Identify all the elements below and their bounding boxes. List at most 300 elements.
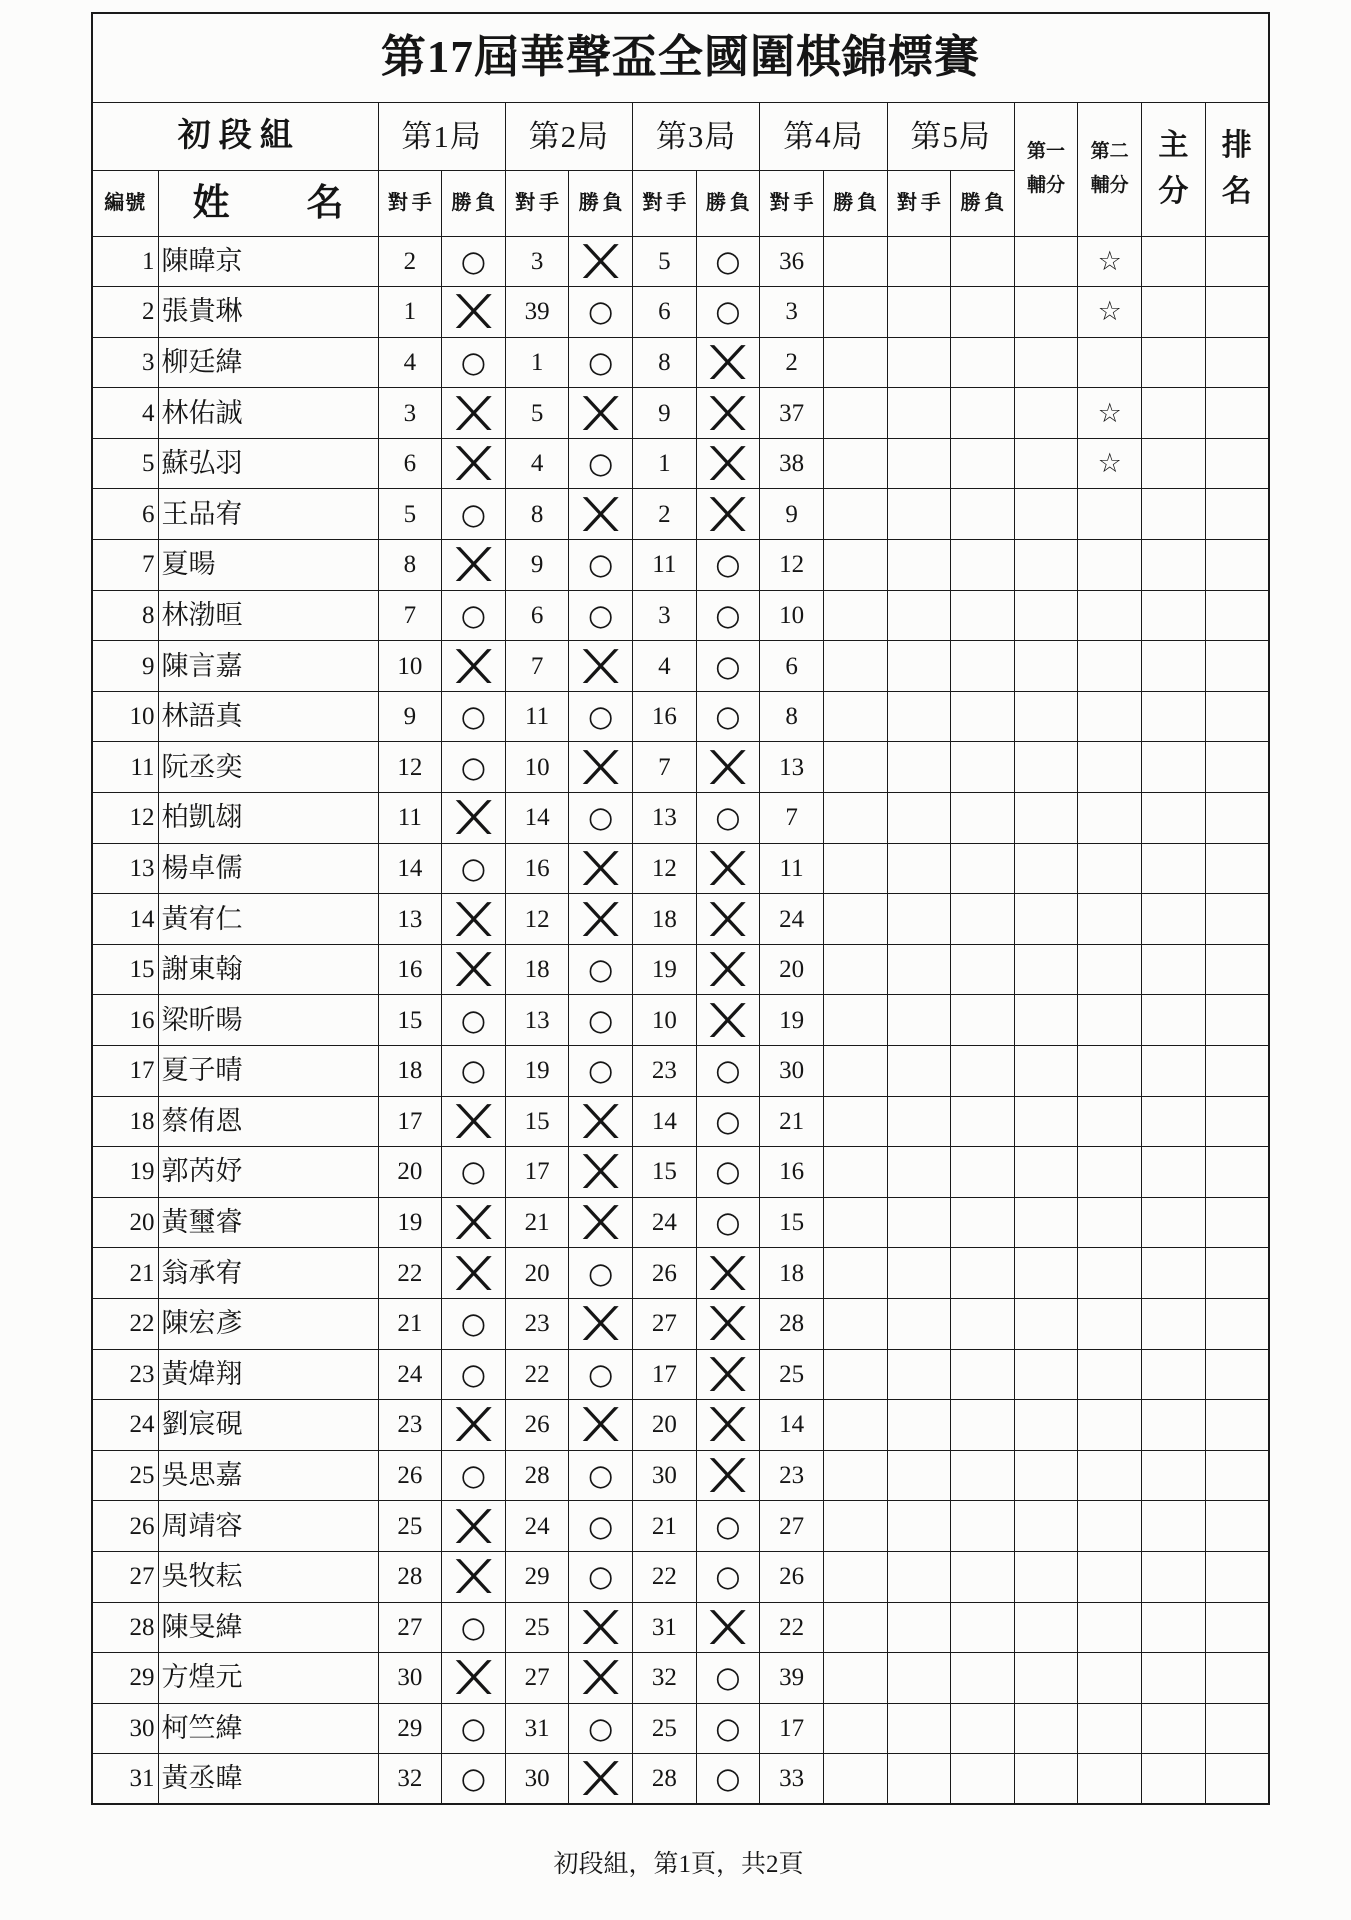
loss-mark: ╳ bbox=[457, 395, 490, 430]
main-score bbox=[1142, 843, 1206, 894]
round-1-opponent: 15 bbox=[378, 995, 442, 1046]
round-3-opponent: 4 bbox=[633, 641, 697, 692]
round-1-result bbox=[442, 236, 506, 287]
player-row bbox=[92, 894, 1269, 945]
round-5-result bbox=[951, 540, 1015, 591]
round-3-header: 第3局 bbox=[633, 102, 760, 170]
round-4-opponent: 38 bbox=[760, 438, 824, 489]
round-4-opponent: 39 bbox=[760, 1653, 824, 1704]
round-5-result bbox=[951, 438, 1015, 489]
rank bbox=[1205, 1551, 1269, 1602]
round-2-opponent: 21 bbox=[505, 1197, 569, 1248]
player-number: 24 bbox=[92, 1400, 158, 1451]
win-mark: ○ bbox=[588, 1508, 614, 1543]
sheet-header bbox=[92, 13, 1269, 236]
round-4-opponent: 12 bbox=[760, 540, 824, 591]
player-name: 黃煒翔 bbox=[158, 1349, 378, 1400]
win-mark: ○ bbox=[588, 446, 614, 481]
player-number: 25 bbox=[92, 1450, 158, 1501]
player-name: 張貴琳 bbox=[158, 287, 378, 338]
round-2-opponent: 29 bbox=[505, 1551, 569, 1602]
round-2-result bbox=[569, 1653, 633, 1704]
first-aux-score bbox=[1014, 590, 1078, 641]
player-name: 阮丞奕 bbox=[158, 742, 378, 793]
round-2-opponent: 4 bbox=[505, 438, 569, 489]
round-4-result bbox=[823, 995, 887, 1046]
main-score bbox=[1142, 337, 1206, 388]
round-5-result bbox=[951, 590, 1015, 641]
round-2-opponent: 23 bbox=[505, 1298, 569, 1349]
rank bbox=[1205, 1602, 1269, 1653]
rank bbox=[1205, 388, 1269, 439]
player-row bbox=[92, 1703, 1269, 1754]
loss-mark: ╳ bbox=[457, 901, 490, 936]
main-score bbox=[1142, 1501, 1206, 1552]
first-aux-score bbox=[1014, 388, 1078, 439]
round-1-opponent: 8 bbox=[378, 540, 442, 591]
first-aux-score bbox=[1014, 944, 1078, 995]
round-2-opponent: 28 bbox=[505, 1450, 569, 1501]
round-4-result bbox=[823, 691, 887, 742]
round-5-opponent bbox=[887, 691, 951, 742]
round-4-result bbox=[823, 1703, 887, 1754]
loss-mark: ╳ bbox=[457, 294, 490, 329]
round-2-opponent: 1 bbox=[505, 337, 569, 388]
player-name: 周靖容 bbox=[158, 1501, 378, 1552]
round-3-result bbox=[696, 793, 760, 844]
round-1-opponent: 26 bbox=[378, 1450, 442, 1501]
second-aux-score bbox=[1078, 287, 1142, 338]
round-3-result bbox=[696, 742, 760, 793]
win-mark: ○ bbox=[588, 547, 614, 582]
round-5-result bbox=[951, 1400, 1015, 1451]
loss-mark: ╳ bbox=[584, 1761, 617, 1796]
player-name: 吳牧耘 bbox=[158, 1551, 378, 1602]
round-1-result bbox=[442, 742, 506, 793]
round-1-opponent: 28 bbox=[378, 1551, 442, 1602]
round-4-result bbox=[823, 1046, 887, 1097]
loss-mark: ╳ bbox=[712, 1306, 744, 1341]
player-row bbox=[92, 1349, 1269, 1400]
round-5-opponent bbox=[887, 1298, 951, 1349]
round-2-result bbox=[569, 388, 633, 439]
win-mark: ○ bbox=[588, 952, 614, 987]
second-aux-score bbox=[1078, 1248, 1142, 1299]
second-aux-score bbox=[1078, 540, 1142, 591]
loss-mark: ╳ bbox=[712, 952, 744, 987]
player-number: 28 bbox=[92, 1602, 158, 1653]
loss-mark: ╳ bbox=[457, 547, 490, 582]
round-3-opponent: 12 bbox=[633, 843, 697, 894]
rank bbox=[1205, 287, 1269, 338]
player-row bbox=[92, 1653, 1269, 1704]
rank bbox=[1205, 1248, 1269, 1299]
header-line: 主 bbox=[1158, 128, 1189, 162]
round-3-opponent: 20 bbox=[633, 1400, 697, 1451]
loss-mark: ╳ bbox=[457, 1508, 490, 1543]
star-icon: ☆ bbox=[1097, 397, 1122, 429]
player-row bbox=[92, 540, 1269, 591]
second-aux-score-header bbox=[1078, 102, 1142, 236]
win-mark: ○ bbox=[715, 1205, 741, 1240]
round-5-opponent bbox=[887, 1197, 951, 1248]
round-2-opponent: 12 bbox=[505, 894, 569, 945]
round-4-opponent: 36 bbox=[760, 236, 824, 287]
loss-mark: ╳ bbox=[457, 952, 490, 987]
round-3-result bbox=[696, 691, 760, 742]
main-score bbox=[1142, 995, 1206, 1046]
round-4-opponent: 3 bbox=[760, 287, 824, 338]
round-2-opponent: 16 bbox=[505, 843, 569, 894]
round-5-result bbox=[951, 1551, 1015, 1602]
player-row bbox=[92, 438, 1269, 489]
round-2-result bbox=[569, 438, 633, 489]
loss-mark: ╳ bbox=[584, 901, 617, 936]
main-score bbox=[1142, 1450, 1206, 1501]
win-mark: ○ bbox=[715, 1711, 741, 1746]
second-aux-score bbox=[1078, 1298, 1142, 1349]
player-number: 14 bbox=[92, 894, 158, 945]
win-mark: ○ bbox=[715, 800, 741, 835]
round-3-opponent: 28 bbox=[633, 1754, 697, 1805]
main-score bbox=[1142, 489, 1206, 540]
second-aux-score bbox=[1078, 1754, 1142, 1805]
round-2-opponent: 30 bbox=[505, 1754, 569, 1805]
player-row bbox=[92, 1450, 1269, 1501]
player-number: 15 bbox=[92, 944, 158, 995]
tournament-title: 第17屆華聲盃全國圍棋錦標賽 bbox=[92, 13, 1269, 102]
round-1-header: 第1局 bbox=[378, 102, 505, 170]
round-5-opponent bbox=[887, 1754, 951, 1805]
first-aux-score bbox=[1014, 1400, 1078, 1451]
round-4-opponent: 25 bbox=[760, 1349, 824, 1400]
round-5-result bbox=[951, 1501, 1015, 1552]
round-4-result bbox=[823, 438, 887, 489]
loss-mark: ╳ bbox=[712, 1458, 744, 1493]
player-number: 26 bbox=[92, 1501, 158, 1552]
round-1-result bbox=[442, 590, 506, 641]
main-score bbox=[1142, 691, 1206, 742]
round-2-result bbox=[569, 793, 633, 844]
round-1-opponent: 10 bbox=[378, 641, 442, 692]
round-2-result bbox=[569, 742, 633, 793]
round-3-result bbox=[696, 944, 760, 995]
round-4-opponent: 19 bbox=[760, 995, 824, 1046]
loss-mark: ╳ bbox=[584, 1306, 617, 1341]
first-aux-score bbox=[1014, 894, 1078, 945]
round-1-result bbox=[442, 1551, 506, 1602]
second-aux-score bbox=[1078, 1551, 1142, 1602]
round-5-result bbox=[951, 843, 1015, 894]
round-4-result bbox=[823, 1400, 887, 1451]
result-header: 勝負 bbox=[951, 170, 1015, 236]
header-line: 第一 bbox=[1027, 140, 1066, 162]
round-3-opponent: 3 bbox=[633, 590, 697, 641]
round-3-opponent: 5 bbox=[633, 236, 697, 287]
loss-mark: ╳ bbox=[584, 1609, 617, 1644]
win-mark: ○ bbox=[715, 294, 741, 329]
round-2-opponent: 8 bbox=[505, 489, 569, 540]
round-5-opponent bbox=[887, 388, 951, 439]
loss-mark: ╳ bbox=[712, 1002, 744, 1037]
loss-mark: ╳ bbox=[712, 344, 744, 379]
rank bbox=[1205, 337, 1269, 388]
win-mark: ○ bbox=[715, 1559, 741, 1594]
first-aux-score bbox=[1014, 995, 1078, 1046]
loss-mark: ╳ bbox=[457, 1660, 490, 1695]
main-score bbox=[1142, 1602, 1206, 1653]
player-row bbox=[92, 1602, 1269, 1653]
round-2-opponent: 26 bbox=[505, 1400, 569, 1451]
round-5-opponent bbox=[887, 843, 951, 894]
round-5-result bbox=[951, 489, 1015, 540]
header-row-rounds bbox=[92, 102, 1269, 170]
loss-mark: ╳ bbox=[712, 850, 744, 885]
round-2-header: 第2局 bbox=[505, 102, 632, 170]
round-5-opponent bbox=[887, 1096, 951, 1147]
player-row bbox=[92, 388, 1269, 439]
opponent-header: 對手 bbox=[760, 170, 824, 236]
round-1-result bbox=[442, 1349, 506, 1400]
round-5-opponent bbox=[887, 742, 951, 793]
rank bbox=[1205, 1197, 1269, 1248]
player-row bbox=[92, 236, 1269, 287]
player-name: 陳暐京 bbox=[158, 236, 378, 287]
player-number: 9 bbox=[92, 641, 158, 692]
round-3-opponent: 14 bbox=[633, 1096, 697, 1147]
first-aux-score bbox=[1014, 1450, 1078, 1501]
win-mark: ○ bbox=[588, 699, 614, 734]
round-1-result bbox=[442, 489, 506, 540]
round-5-opponent bbox=[887, 944, 951, 995]
round-3-result bbox=[696, 1501, 760, 1552]
rank bbox=[1205, 843, 1269, 894]
round-1-result bbox=[442, 1248, 506, 1299]
round-3-opponent: 17 bbox=[633, 1349, 697, 1400]
win-mark: ○ bbox=[715, 648, 741, 683]
player-row bbox=[92, 489, 1269, 540]
opponent-header: 對手 bbox=[378, 170, 442, 236]
round-4-opponent: 15 bbox=[760, 1197, 824, 1248]
round-2-opponent: 20 bbox=[505, 1248, 569, 1299]
rank bbox=[1205, 1147, 1269, 1198]
first-aux-score bbox=[1014, 1147, 1078, 1198]
round-4-result bbox=[823, 1298, 887, 1349]
round-5-result bbox=[951, 793, 1015, 844]
round-5-result bbox=[951, 1754, 1015, 1805]
loss-mark: ╳ bbox=[584, 395, 617, 430]
round-4-result bbox=[823, 1551, 887, 1602]
round-3-result bbox=[696, 337, 760, 388]
opponent-header: 對手 bbox=[633, 170, 697, 236]
round-2-result bbox=[569, 1703, 633, 1754]
round-4-opponent: 14 bbox=[760, 1400, 824, 1451]
round-3-result bbox=[696, 388, 760, 439]
main-score bbox=[1142, 236, 1206, 287]
round-5-result bbox=[951, 1349, 1015, 1400]
loss-mark: ╳ bbox=[457, 648, 490, 683]
round-2-result bbox=[569, 236, 633, 287]
win-mark: ○ bbox=[460, 1154, 487, 1189]
round-3-result bbox=[696, 1703, 760, 1754]
player-name: 王品宥 bbox=[158, 489, 378, 540]
round-2-result bbox=[569, 337, 633, 388]
round-3-result bbox=[696, 438, 760, 489]
player-row bbox=[92, 1754, 1269, 1805]
round-4-result bbox=[823, 641, 887, 692]
header-line: 第二 bbox=[1090, 140, 1129, 162]
second-aux-score bbox=[1078, 691, 1142, 742]
round-4-result bbox=[823, 742, 887, 793]
round-4-result bbox=[823, 944, 887, 995]
round-2-result bbox=[569, 944, 633, 995]
round-2-result bbox=[569, 691, 633, 742]
player-name: 方煌元 bbox=[158, 1653, 378, 1704]
round-4-opponent: 6 bbox=[760, 641, 824, 692]
round-2-result bbox=[569, 1400, 633, 1451]
first-aux-score bbox=[1014, 691, 1078, 742]
main-score bbox=[1142, 1349, 1206, 1400]
round-3-opponent: 11 bbox=[633, 540, 697, 591]
loss-mark: ╳ bbox=[584, 243, 617, 278]
round-5-result bbox=[951, 236, 1015, 287]
round-1-result bbox=[442, 1653, 506, 1704]
loss-mark: ╳ bbox=[457, 800, 490, 835]
win-mark: ○ bbox=[460, 1306, 487, 1341]
rank bbox=[1205, 540, 1269, 591]
opponent-header: 對手 bbox=[887, 170, 951, 236]
round-5-result bbox=[951, 1450, 1015, 1501]
round-5-opponent bbox=[887, 590, 951, 641]
rank bbox=[1205, 894, 1269, 945]
round-2-opponent: 19 bbox=[505, 1046, 569, 1097]
loss-mark: ╳ bbox=[712, 1407, 744, 1442]
round-5-result bbox=[951, 1653, 1015, 1704]
round-2-result bbox=[569, 1096, 633, 1147]
round-4-result bbox=[823, 843, 887, 894]
win-mark: ○ bbox=[460, 749, 487, 784]
round-1-opponent: 4 bbox=[378, 337, 442, 388]
round-2-opponent: 7 bbox=[505, 641, 569, 692]
round-3-result bbox=[696, 1450, 760, 1501]
round-1-result bbox=[442, 1450, 506, 1501]
number-header: 編號 bbox=[92, 170, 158, 236]
second-aux-score bbox=[1078, 590, 1142, 641]
round-1-opponent: 16 bbox=[378, 944, 442, 995]
loss-mark: ╳ bbox=[457, 1103, 490, 1138]
round-3-opponent: 27 bbox=[633, 1298, 697, 1349]
player-row bbox=[92, 590, 1269, 641]
round-4-result bbox=[823, 1501, 887, 1552]
loss-mark: ╳ bbox=[457, 1407, 490, 1442]
main-score bbox=[1142, 742, 1206, 793]
round-5-opponent bbox=[887, 1400, 951, 1451]
title-row bbox=[92, 13, 1269, 102]
main-score bbox=[1142, 1551, 1206, 1602]
round-2-opponent: 14 bbox=[505, 793, 569, 844]
first-aux-score bbox=[1014, 1298, 1078, 1349]
player-row bbox=[92, 843, 1269, 894]
round-4-opponent: 17 bbox=[760, 1703, 824, 1754]
round-5-result bbox=[951, 894, 1015, 945]
round-1-result bbox=[442, 1197, 506, 1248]
loss-mark: ╳ bbox=[712, 749, 744, 784]
player-row bbox=[92, 1400, 1269, 1451]
first-aux-score bbox=[1014, 540, 1078, 591]
win-mark: ○ bbox=[460, 1053, 487, 1088]
round-3-result bbox=[696, 1400, 760, 1451]
rank bbox=[1205, 1754, 1269, 1805]
player-row bbox=[92, 337, 1269, 388]
round-4-opponent: 13 bbox=[760, 742, 824, 793]
first-aux-score bbox=[1014, 489, 1078, 540]
round-3-result bbox=[696, 894, 760, 945]
round-5-opponent bbox=[887, 1653, 951, 1704]
round-3-opponent: 15 bbox=[633, 1147, 697, 1198]
rank bbox=[1205, 1653, 1269, 1704]
round-1-result bbox=[442, 1754, 506, 1805]
rank bbox=[1205, 438, 1269, 489]
round-5-result bbox=[951, 1147, 1015, 1198]
win-mark: ○ bbox=[460, 496, 487, 531]
round-2-result bbox=[569, 1046, 633, 1097]
round-1-opponent: 24 bbox=[378, 1349, 442, 1400]
group-name: 初段組 bbox=[92, 102, 378, 170]
win-mark: ○ bbox=[460, 699, 487, 734]
player-name: 夏子晴 bbox=[158, 1046, 378, 1097]
round-2-result bbox=[569, 1349, 633, 1400]
win-mark: ○ bbox=[715, 699, 741, 734]
round-4-result bbox=[823, 1653, 887, 1704]
round-3-opponent: 2 bbox=[633, 489, 697, 540]
round-1-opponent: 30 bbox=[378, 1653, 442, 1704]
score-sheet bbox=[91, 12, 1270, 1805]
main-score-header bbox=[1142, 102, 1206, 236]
win-mark: ○ bbox=[460, 1356, 487, 1391]
second-aux-score bbox=[1078, 1400, 1142, 1451]
round-3-result bbox=[696, 590, 760, 641]
round-2-result bbox=[569, 489, 633, 540]
rank bbox=[1205, 1450, 1269, 1501]
round-5-opponent bbox=[887, 1602, 951, 1653]
round-3-result bbox=[696, 1653, 760, 1704]
round-3-opponent: 19 bbox=[633, 944, 697, 995]
first-aux-score bbox=[1014, 1248, 1078, 1299]
player-name: 柯竺緯 bbox=[158, 1703, 378, 1754]
round-1-opponent: 18 bbox=[378, 1046, 442, 1097]
main-score bbox=[1142, 1400, 1206, 1451]
round-1-result bbox=[442, 1703, 506, 1754]
header-line: 排 bbox=[1221, 128, 1252, 162]
round-1-opponent: 5 bbox=[378, 489, 442, 540]
round-2-result bbox=[569, 1197, 633, 1248]
round-2-opponent: 13 bbox=[505, 995, 569, 1046]
round-3-result bbox=[696, 1197, 760, 1248]
win-mark: ○ bbox=[588, 1711, 614, 1746]
name-header: 姓 名 bbox=[158, 170, 378, 236]
win-mark: ○ bbox=[715, 1053, 741, 1088]
rank bbox=[1205, 1501, 1269, 1552]
first-aux-score bbox=[1014, 1602, 1078, 1653]
round-1-result bbox=[442, 388, 506, 439]
round-2-result bbox=[569, 1248, 633, 1299]
player-number: 8 bbox=[92, 590, 158, 641]
player-name: 劉宸硯 bbox=[158, 1400, 378, 1451]
player-name: 柳廷緯 bbox=[158, 337, 378, 388]
round-2-opponent: 27 bbox=[505, 1653, 569, 1704]
round-5-opponent bbox=[887, 1551, 951, 1602]
round-1-opponent: 25 bbox=[378, 1501, 442, 1552]
